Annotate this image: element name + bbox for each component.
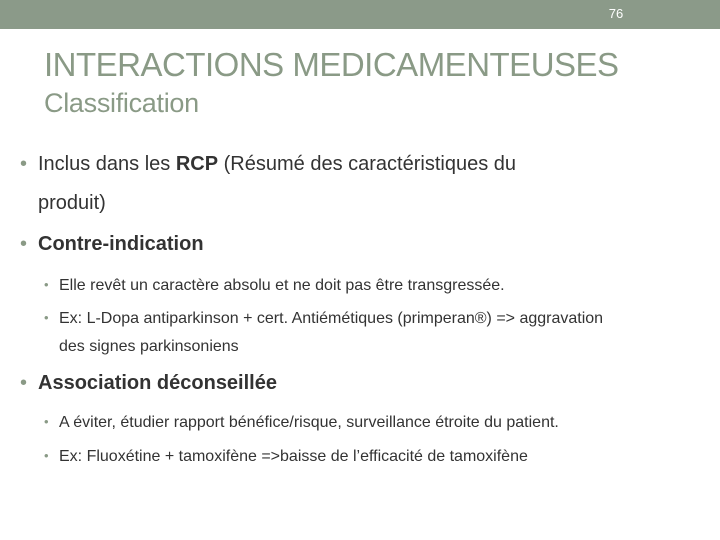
slide-subtitle: Classification — [44, 88, 199, 118]
sub-bullet-fluoxetine — [44, 448, 528, 466]
bullet-rcp-text-post: (Résumé des caractéristiques du — [218, 153, 517, 175]
bullet-rcp-bold: RCP — [175, 153, 219, 175]
sub-bullet-fluoxetine-text: Ex: Fluoxétine + tamoxifène =>baisse de l’efficacité de tamoxifène — [59, 448, 528, 465]
bullet-dot: • — [20, 372, 28, 394]
top-bar — [0, 0, 720, 29]
sub-bullet-ldopa — [44, 310, 603, 328]
slide-number: 76 — [608, 6, 624, 21]
sub-bullet-absolu — [44, 277, 505, 295]
bullet-contre-indication — [20, 233, 204, 256]
sub-bullet-dot: • — [44, 310, 49, 325]
bullet-rcp-continuation: produit) — [38, 192, 106, 214]
association-deconseillee-heading: Association déconseillée — [38, 372, 277, 394]
sub-bullet-ldopa-continuation: des signes parkinsoniens — [59, 338, 239, 355]
sub-bullet-eviter — [44, 414, 559, 432]
bullet-dot: • — [20, 233, 28, 255]
sub-bullet-dot: • — [44, 448, 49, 463]
bullet-association-deconseillee — [20, 372, 277, 395]
sub-bullet-absolu-text: Elle revêt un caractère absolu et ne doit pas être transgressée. — [59, 277, 505, 294]
bullet-rcp-text-pre: Inclus dans les — [38, 153, 176, 175]
bullet-dot: • — [20, 153, 28, 175]
slide-title: INTERACTIONS MEDICAMENTEUSES — [44, 46, 619, 83]
sub-bullet-dot: • — [44, 414, 49, 429]
contre-indication-heading: Contre-indication — [38, 233, 204, 255]
sub-bullet-dot: • — [44, 277, 49, 292]
sub-bullet-eviter-text: A éviter, étudier rapport bénéfice/risque, surveillance étroite du patient. — [59, 414, 559, 431]
sub-bullet-ldopa-text: Ex: L-Dopa antiparkinson + cert. Antiémétiques (primperan®) => aggravation — [59, 310, 604, 327]
bullet-rcp — [20, 153, 516, 176]
